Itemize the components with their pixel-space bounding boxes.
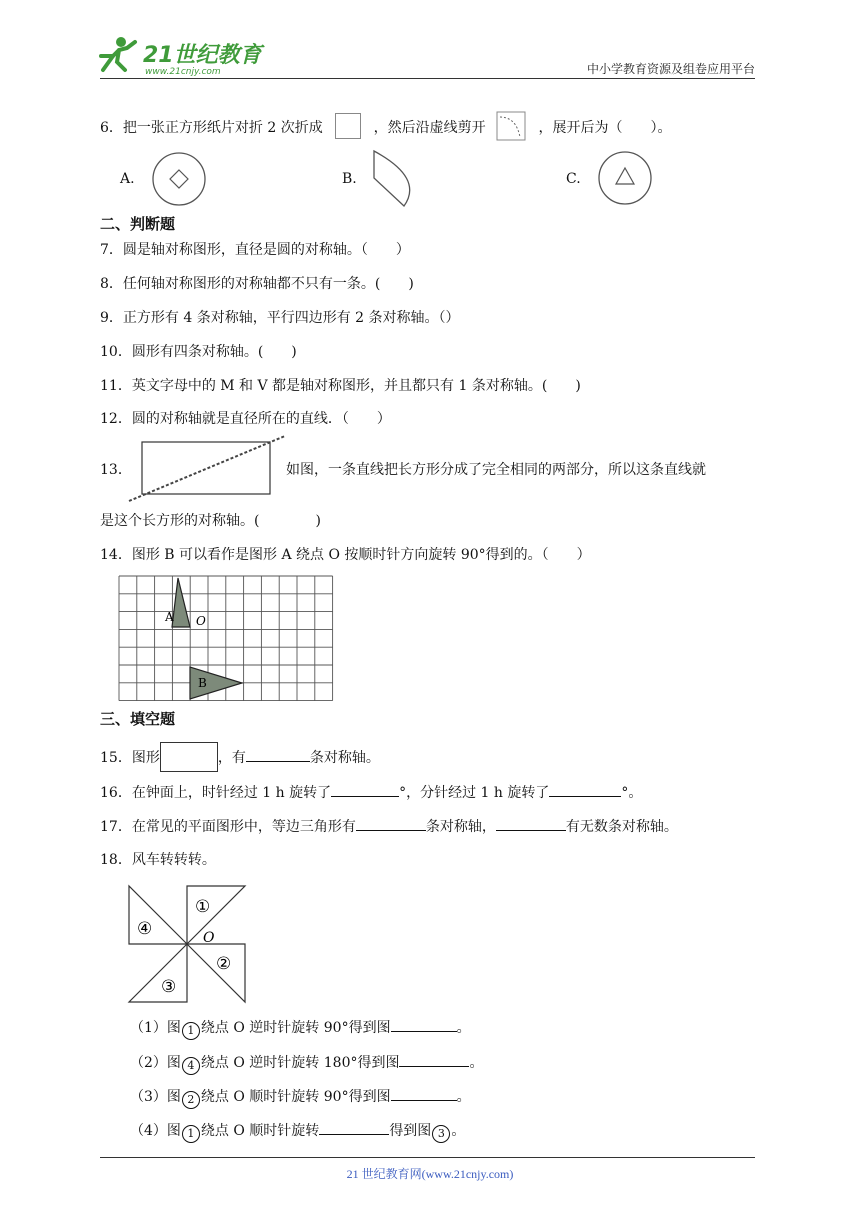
question-14: 14．图形 B 可以看作是图形 A 绕点 O 按顺时针方向旋转 90°得到的。（ ） — [100, 547, 591, 563]
answer-blank[interactable] — [399, 1052, 469, 1067]
pinwheel-figure — [127, 884, 251, 1008]
question-18: 18．风车转转转。 — [100, 852, 216, 868]
circled-number: 3 — [432, 1125, 450, 1143]
answer-blank[interactable] — [331, 782, 399, 797]
question-18-sub-1: （1）图 1 绕点 O 逆时针旋转 90°得到图 。 — [130, 1017, 471, 1040]
question-8: 8．任何轴对称图形的对称轴都不只有一条。( ) — [100, 276, 414, 292]
section-3-title: 三、填空题 — [100, 710, 176, 728]
option-a-label: A. — [120, 171, 135, 187]
answer-blank[interactable] — [496, 816, 566, 831]
site-logo — [95, 34, 265, 76]
logo-url: www.21cnjy.com — [145, 67, 221, 76]
question-18-sub-4: （4）图 1 绕点 O 顺时针旋转 得到图 3 。 — [130, 1120, 465, 1143]
question-6: 6．把一张正方形纸片对折 2 次折成 ，然后沿虚线剪开 ，展开后为（ ）。 — [100, 111, 672, 141]
question-17: 17．在常见的平面图形中，等边三角形有 条对称轴， 有无数条对称轴。 — [100, 816, 678, 837]
pinwheel-label-4: ④ — [137, 919, 153, 939]
header-rule — [100, 78, 755, 79]
question-18-sub-2: （2）图 4 绕点 O 逆时针旋转 180°得到图 。 — [130, 1052, 483, 1075]
question-10: 10．圆形有四条对称轴。( ) — [100, 344, 297, 360]
footer-rule — [100, 1157, 755, 1158]
option-b-figure — [366, 148, 428, 210]
shape-b-label: B — [198, 676, 207, 690]
pinwheel-label-2: ② — [216, 954, 232, 974]
question-7: 7．圆是轴对称图形，直径是圆的对称轴。（ ） — [100, 242, 410, 258]
shape-a-label: A — [165, 610, 174, 624]
answer-blank[interactable] — [391, 1086, 457, 1101]
pinwheel-center-o: O — [203, 930, 215, 946]
question-13-text-b: 是这个长方形的对称轴。( ) — [100, 513, 321, 529]
question-11: 11．英文字母中的 M 和 V 都是轴对称图形，并且都只有 1 条对称轴。( ) — [100, 378, 581, 394]
option-c-label: C. — [566, 171, 581, 187]
folded-square-figure — [335, 113, 361, 139]
logo-text: 21世纪教育 — [143, 43, 262, 68]
answer-blank[interactable] — [246, 747, 310, 762]
point-o-label: O — [196, 614, 206, 628]
question-18-sub-3: （3）图 2 绕点 O 顺时针旋转 90°得到图 。 — [130, 1086, 471, 1109]
answer-blank[interactable] — [549, 782, 621, 797]
option-a-figure — [150, 151, 208, 207]
pinwheel-label-3: ③ — [161, 977, 177, 997]
section-2-title: 二、判断题 — [100, 215, 176, 233]
circled-number: 1 — [182, 1022, 200, 1040]
question-13-text-a: 如图，一条直线把长方形分成了完全相同的两部分，所以这条直线就 — [286, 462, 706, 478]
question-15: 15．图形 ，有 条对称轴。 — [100, 742, 380, 772]
option-c-figure — [596, 149, 654, 207]
rectangle-figure — [160, 742, 218, 772]
question-16: 16．在钟面上，时针经过 1 h 旋转了 °，分针经过 1 h 旋转了 °。 — [100, 782, 642, 803]
header-platform-text: 中小学教育资源及组卷应用平台 — [586, 62, 755, 76]
circled-number: 1 — [182, 1125, 200, 1143]
pinwheel-label-1: ① — [195, 897, 211, 917]
cut-square-figure — [496, 111, 528, 141]
circled-number: 4 — [182, 1057, 200, 1075]
answer-blank[interactable] — [391, 1017, 457, 1032]
option-b-label: B. — [342, 171, 357, 187]
grid-rotation-figure — [118, 575, 334, 703]
question-12: 12．圆的对称轴就是直径所在的直线．（ ） — [100, 411, 391, 427]
footer-text: 21 世纪教育网(www.21cnjy.com) — [346, 1167, 514, 1181]
rectangle-with-line-figure — [125, 434, 290, 504]
question-9: 9．正方形有 4 条对称轴，平行四边形有 2 条对称轴。（） — [100, 310, 460, 326]
circled-number: 2 — [182, 1091, 200, 1109]
question-13-number: 13． — [100, 462, 132, 478]
answer-blank[interactable] — [356, 816, 426, 831]
answer-blank[interactable] — [319, 1120, 389, 1135]
